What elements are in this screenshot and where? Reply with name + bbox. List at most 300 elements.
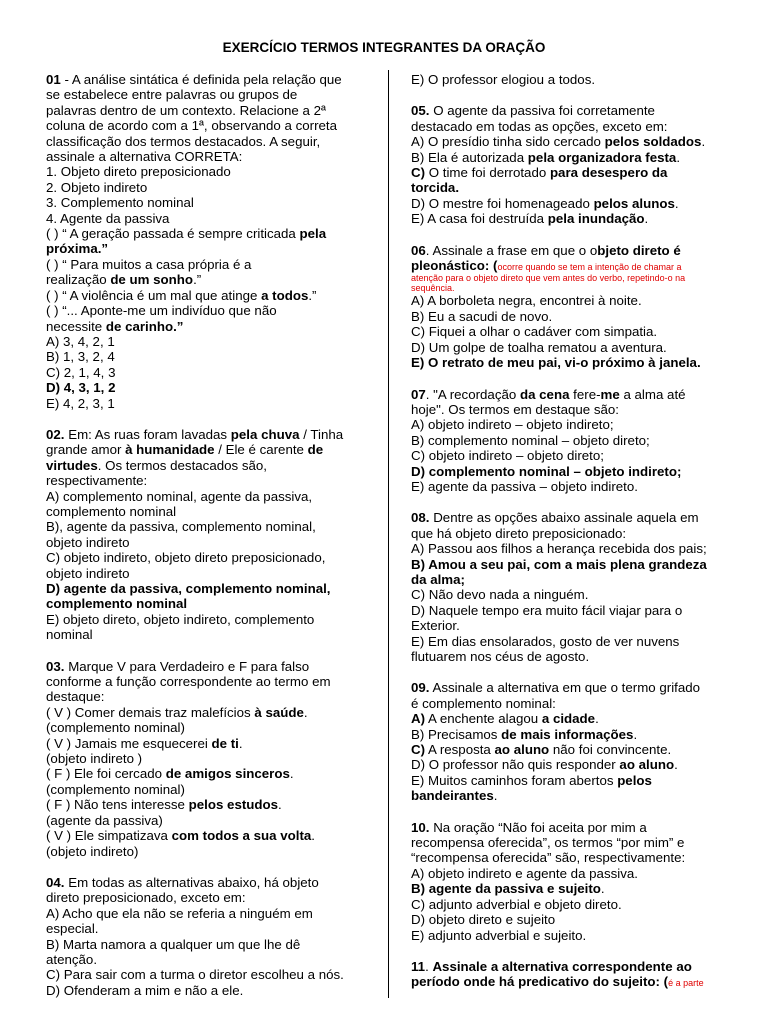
text-line: [411, 309, 741, 324]
text-segment: / Ele é carente: [214, 442, 308, 458]
text-segment: .: [493, 788, 498, 804]
text-segment: B) Precisamos: [411, 726, 502, 742]
highlighted-term: à saúde: [254, 704, 304, 720]
text-segment: E) A casa foi destruída: [411, 211, 548, 227]
highlighted-term: pela: [299, 226, 327, 242]
text-line: [411, 742, 741, 757]
text-line: [411, 243, 741, 258]
highlighted-term: pleonástico: (: [411, 258, 498, 274]
text-line: [46, 519, 370, 534]
highlighted-term: a todos: [261, 287, 309, 303]
text-line: [411, 119, 741, 134]
text-segment: . Os termos destacados são,: [97, 457, 267, 473]
text-segment: complemento nominal: [46, 503, 177, 519]
text-segment: ( F ) Não tens interesse: [46, 797, 189, 813]
highlighted-term: pela inundação: [547, 211, 645, 227]
note-text: ocorre quando se tem a intenção de chamar a: [497, 262, 682, 273]
highlighted-term: pelos estudos: [188, 797, 279, 813]
text-segment: se estabelece entre palavras ou grupos de: [46, 87, 298, 103]
text-segment: .: [425, 958, 433, 974]
highlighted-term: bjeto direto é: [597, 242, 681, 258]
text-line: [411, 727, 741, 742]
highlighted-term: 02.: [46, 426, 65, 442]
text-line: [411, 273, 741, 283]
highlighted-term: B) Amou a seu pai, com a mais plena grandeza: [411, 556, 707, 572]
text-segment: .: [303, 704, 308, 720]
text-segment: .”: [308, 287, 317, 303]
text-line: [411, 757, 741, 772]
text-line: [411, 387, 741, 402]
text-segment: E) adjunto adverbial e sujeito.: [411, 927, 587, 943]
text-line: [46, 303, 370, 318]
text-segment: C) objeto indireto, objeto direto preposicionado,: [46, 550, 326, 566]
text-segment: ( ) “ A geração passada é sempre criticada: [46, 226, 300, 242]
text-line: [46, 751, 370, 766]
text-line: [46, 612, 370, 627]
text-line: [411, 283, 741, 293]
text-line: [46, 906, 370, 921]
text-segment: coluna de acordo com a 1ª, observando a correta: [46, 118, 337, 134]
highlighted-term: pelos soldados: [604, 134, 702, 150]
text-line: [411, 711, 741, 726]
text-line: [46, 257, 370, 272]
highlighted-term: 07: [411, 386, 426, 402]
text-segment: .: [633, 726, 638, 742]
text-segment: D) Naquele tempo era muito fácil viajar para o: [411, 602, 683, 618]
text-line: [411, 150, 741, 165]
text-line: [46, 797, 370, 812]
highlighted-term: da cena: [519, 386, 570, 402]
text-segment: nominal: [46, 627, 93, 643]
question-block: [46, 72, 370, 411]
text-line: [411, 557, 741, 572]
highlighted-term: 11: [411, 958, 426, 974]
text-segment: D) Ofenderam a mim e não a ele.: [46, 982, 244, 998]
text-line: [411, 897, 741, 912]
text-line: [46, 442, 370, 457]
highlighted-term: ao aluno: [494, 742, 550, 758]
highlighted-term: 03.: [46, 658, 65, 674]
text-line: [46, 596, 370, 611]
text-segment: B) Marta namora a qualquer um que lhe dê: [46, 936, 301, 952]
text-segment: .: [674, 195, 679, 211]
text-segment: conforme a função correspondente ao termo em: [46, 674, 331, 690]
text-line: [411, 510, 741, 525]
text-line: [411, 433, 741, 448]
question-block: [411, 387, 741, 495]
text-segment: ( ) “ A violência é um mal que atinge: [46, 287, 262, 303]
text-segment: que há objeto direto preposicionado:: [411, 525, 627, 541]
text-segment: .: [278, 797, 282, 813]
text-segment: A) A borboleta negra, encontrei à noite.: [411, 293, 642, 309]
text-segment: “recompensa oferecida” são, respectivamente:: [411, 850, 686, 866]
text-line: [46, 380, 370, 395]
text-segment: C) Não devo nada a ninguém.: [411, 587, 589, 603]
highlighted-term: me: [600, 386, 620, 402]
text-line: [46, 504, 370, 519]
text-segment: ( ) “... Aponte-me um indivíduo que não: [46, 303, 277, 319]
text-segment: ( V ) Jamais me esquecerei: [46, 735, 212, 751]
text-line: [411, 402, 741, 417]
text-line: [411, 448, 741, 463]
text-segment: Em todas as alternativas abaixo, há objeto: [64, 874, 319, 890]
highlighted-term: 09.: [411, 680, 430, 696]
text-segment: (complemento nominal): [46, 781, 185, 797]
text-line: [411, 103, 741, 118]
text-segment: objeto indireto: [46, 534, 130, 550]
note-text: atenção para o objeto direto que vem antes do verbo, repetindo-o na: [411, 273, 686, 284]
text-segment: A) Passou aos filhos a herança recebida dos pais;: [411, 541, 707, 557]
text-line: [411, 324, 741, 339]
text-segment: grande amor: [46, 442, 126, 458]
text-segment: necessite: [46, 318, 106, 334]
text-segment: 1. Objeto direto preposicionado: [46, 164, 231, 180]
text-segment: palavras dentro de um contexto. Relacione a 2ª: [46, 102, 326, 118]
highlighted-term: B) agente da passiva e sujeito: [411, 881, 601, 897]
text-segment: A) O presídio tinha sido cercado: [411, 134, 605, 150]
page-title: EXERCÍCIO TERMOS INTEGRANTES DA ORAÇÃO: [222, 40, 546, 55]
text-segment: Em: As ruas foram lavadas: [64, 426, 231, 442]
text-segment: (complemento nominal): [46, 720, 185, 736]
highlighted-term: C): [411, 165, 426, 181]
text-segment: E) objeto direto, objeto indireto, complemento: [46, 611, 315, 627]
column-divider: [388, 70, 389, 998]
text-segment: especial.: [46, 921, 99, 937]
text-line: [411, 820, 741, 835]
text-line: [411, 912, 741, 927]
left-column: [46, 72, 370, 1014]
text-line: [46, 566, 370, 581]
text-line: [411, 479, 741, 494]
text-line: [411, 680, 741, 695]
text-line: [411, 355, 741, 370]
text-segment: D) Um golpe de toalha rematou a aventura.: [411, 339, 667, 355]
text-segment: D) O professor não quis responder: [411, 757, 620, 773]
text-line: [411, 959, 741, 974]
text-line: [46, 828, 370, 843]
highlighted-term: a cidade: [541, 711, 596, 727]
text-segment: hoje". Os termos em destaque são:: [411, 401, 619, 417]
text-line: [46, 952, 370, 967]
text-segment: direto preposicionado, exceto em:: [46, 890, 246, 906]
text-line: [411, 928, 741, 943]
text-segment: C) Fiquei a olhar o cadáver com simpatia.: [411, 324, 658, 340]
text-segment: realização: [46, 272, 111, 288]
text-line: [411, 464, 741, 479]
highlighted-term: de mais informações: [501, 726, 634, 742]
text-segment: A resposta: [425, 742, 495, 758]
text-segment: .: [238, 735, 243, 751]
text-line: [411, 72, 741, 87]
text-segment: E) Muitos caminhos foram abertos: [411, 772, 618, 788]
text-segment: Marque V para Verdadeiro e F para falso: [64, 658, 310, 674]
highlighted-term: complemento nominal: [46, 596, 188, 612]
text-segment: E) O professor elogiou a todos.: [411, 72, 596, 87]
text-segment: C) Para sair com a turma o diretor escolheu a nós.: [46, 967, 344, 983]
question-block: [411, 103, 741, 226]
text-segment: .: [674, 757, 678, 773]
text-line: [411, 773, 741, 788]
highlighted-term: bandeirantes: [411, 788, 494, 804]
text-line: [46, 967, 370, 982]
text-line: [411, 526, 741, 541]
text-line: [46, 72, 370, 87]
text-line: [46, 241, 370, 256]
text-line: [411, 134, 741, 149]
text-line: [46, 149, 370, 164]
text-line: [411, 417, 741, 432]
question-block: [411, 820, 741, 943]
text-line: [46, 180, 370, 195]
text-line: [411, 541, 741, 556]
text-segment: 4. Agente da passiva: [46, 210, 170, 226]
right-column: [411, 72, 741, 1006]
text-line: [46, 87, 370, 102]
text-line: [411, 180, 741, 195]
text-line: [46, 288, 370, 303]
highlighted-term: 06: [411, 242, 426, 258]
question-block: [411, 72, 741, 87]
text-segment: respectivamente:: [46, 473, 148, 489]
text-segment: O time foi derrotado: [425, 165, 550, 181]
highlighted-term: A): [411, 711, 426, 727]
question-block: [411, 959, 741, 990]
text-line: [46, 983, 370, 998]
highlighted-term: 08.: [411, 510, 430, 526]
text-segment: 3. Complemento nominal: [46, 195, 194, 211]
text-line: [411, 974, 741, 989]
text-segment: não foi convincente.: [549, 742, 672, 758]
text-line: [46, 365, 370, 380]
text-segment: .: [701, 134, 706, 150]
text-line: [411, 835, 741, 850]
text-segment: (agente da passiva): [46, 812, 163, 828]
text-segment: .: [289, 766, 294, 782]
text-line: [46, 427, 370, 442]
text-line: [46, 720, 370, 735]
text-line: [46, 211, 370, 226]
text-segment: Assinale a alternativa em que o termo grifado: [429, 680, 701, 696]
highlighted-term: 01: [46, 72, 61, 87]
text-line: [46, 627, 370, 642]
highlighted-term: 05.: [411, 103, 430, 119]
text-segment: O agente da passiva foi corretamente: [429, 103, 655, 119]
text-line: [46, 550, 370, 565]
text-segment: B) Ela é autorizada: [411, 149, 528, 165]
text-segment: ( V ) Ele simpatizava: [46, 828, 172, 844]
text-line: [46, 473, 370, 488]
highlighted-term: D) 4, 3, 1, 2: [46, 380, 116, 396]
text-line: [46, 921, 370, 936]
text-line: [46, 890, 370, 905]
highlighted-term: pelos: [617, 772, 652, 788]
text-segment: recompensa oferecida”, os termos “por mim” e: [411, 835, 685, 851]
question-block: [46, 875, 370, 998]
text-line: [411, 649, 741, 664]
text-segment: . Assinale a frase em que o o: [425, 242, 598, 258]
highlighted-term: com todos a sua volta: [171, 828, 312, 844]
highlighted-term: E) O retrato de meu pai, vi-o próximo à janela.: [411, 355, 701, 371]
text-line: [46, 782, 370, 797]
text-segment: .”: [193, 272, 202, 288]
note-text: é a parte: [668, 978, 704, 989]
note-text: sequência.: [411, 283, 455, 294]
text-line: [46, 118, 370, 133]
text-line: [46, 489, 370, 504]
highlighted-term: de carinho.”: [105, 318, 184, 334]
text-line: [411, 788, 741, 803]
text-line: [411, 572, 741, 587]
text-line: [46, 674, 370, 689]
text-segment: B) 1, 3, 2, 4: [46, 349, 115, 365]
highlighted-term: período onde há predicativo do sujeito: (: [411, 974, 669, 990]
text-segment: E) 4, 2, 3, 1: [46, 395, 115, 411]
question-block: [411, 243, 741, 371]
highlighted-term: Assinale a alternativa correspondente ao: [432, 958, 692, 974]
highlighted-term: 04.: [46, 874, 65, 890]
text-segment: A) complemento nominal, agente da passiva,: [46, 488, 313, 504]
text-line: [46, 766, 370, 781]
text-line: [411, 618, 741, 633]
text-line: [411, 850, 741, 865]
text-line: [46, 334, 370, 349]
text-segment: .: [644, 211, 649, 227]
text-segment: destacado em todas as opções, exceto em:: [411, 118, 668, 134]
question-block: [46, 659, 370, 859]
text-segment: .: [676, 149, 681, 165]
text-segment: Exterior.: [411, 618, 460, 634]
text-segment: ( F ) Ele foi cercado: [46, 766, 166, 782]
text-segment: A) Acho que ela não se referia a ninguém em: [46, 905, 313, 921]
text-segment: objeto indireto: [46, 565, 130, 581]
question-block: [46, 427, 370, 643]
highlighted-term: à humanidade: [125, 442, 215, 458]
text-line: [411, 293, 741, 308]
highlighted-term: pela organizadora festa: [527, 149, 677, 165]
text-line: [46, 705, 370, 720]
text-segment: A) objeto indireto e agente da passiva.: [411, 865, 638, 881]
text-segment: flutuarem nos céus de agosto.: [411, 649, 590, 664]
text-segment: A enchente alagou: [425, 711, 542, 727]
text-segment: (objeto indireto ): [46, 751, 143, 767]
text-segment: C) adjunto adverbial e objeto direto.: [411, 896, 622, 912]
text-line: [46, 396, 370, 411]
text-segment: - A análise sintática é definida pela relação que: [60, 72, 342, 87]
text-line: [46, 659, 370, 674]
text-segment: .: [311, 828, 315, 844]
highlighted-term: torcida.: [411, 180, 460, 196]
text-segment: .: [600, 881, 605, 897]
highlighted-term: de ti: [211, 735, 239, 751]
text-segment: D) O mestre foi homenageado: [411, 195, 594, 211]
text-segment: B), agente da passiva, complemento nominal,: [46, 519, 316, 535]
text-line: [411, 165, 741, 180]
highlighted-term: D) complemento nominal – objeto indireto;: [411, 463, 682, 479]
highlighted-term: próxima.”: [46, 241, 109, 257]
highlighted-term: virtudes: [46, 457, 98, 473]
text-line: [411, 634, 741, 649]
text-line: [411, 866, 741, 881]
text-segment: E) Em dias ensolarados, gosto de ver nuvens: [411, 633, 680, 649]
text-segment: B) Eu a sacudi de novo.: [411, 308, 553, 324]
text-segment: 2. Objeto indireto: [46, 179, 148, 195]
question-block: [411, 680, 741, 803]
text-line: [411, 340, 741, 355]
text-line: [411, 258, 741, 273]
text-segment: C) 2, 1, 4, 3: [46, 364, 116, 380]
question-block: [411, 510, 741, 664]
text-line: [46, 195, 370, 210]
text-segment: fere-: [569, 386, 601, 402]
text-segment: ( ) “ Para muitos a casa própria é a: [46, 256, 252, 272]
text-segment: Dentre as opções abaixo assinale aquela em: [429, 510, 699, 526]
highlighted-term: C): [411, 742, 426, 758]
text-line: [46, 581, 370, 596]
text-line: [411, 587, 741, 602]
text-line: [411, 881, 741, 896]
highlighted-term: ao aluno: [619, 757, 675, 773]
text-segment: / Tinha: [299, 426, 344, 442]
text-segment: destaque:: [46, 689, 105, 705]
text-segment: Na oração “Não foi aceita por mim a: [429, 819, 647, 835]
highlighted-term: da alma;: [411, 571, 465, 587]
text-line: [46, 272, 370, 287]
text-segment: classificação dos termos destacados. A seguir,: [46, 133, 321, 149]
text-segment: a alma até: [619, 386, 686, 402]
highlighted-term: D) agente da passiva, complemento nominal,: [46, 581, 331, 596]
text-segment: D) objeto direto e sujeito: [411, 912, 556, 928]
text-segment: (objeto indireto): [46, 843, 139, 859]
text-line: [46, 937, 370, 952]
text-line: [46, 689, 370, 704]
highlighted-term: de amigos sinceros: [165, 766, 290, 782]
text-segment: ( V ) Comer demais traz malefícios: [46, 704, 255, 720]
text-segment: é complemento nominal:: [411, 695, 556, 711]
highlighted-term: pela chuva: [230, 426, 300, 442]
text-line: [46, 458, 370, 473]
text-line: [411, 196, 741, 211]
highlighted-term: 10.: [411, 819, 430, 835]
text-segment: C) objeto indireto – objeto direto;: [411, 448, 604, 464]
text-segment: A) objeto indireto – objeto indireto;: [411, 417, 614, 433]
text-line: [46, 134, 370, 149]
text-line: [46, 103, 370, 118]
text-line: [46, 164, 370, 179]
text-line: [46, 349, 370, 364]
highlighted-term: de: [307, 442, 324, 458]
text-line: [46, 226, 370, 241]
text-segment: . "A recordação: [425, 386, 520, 402]
highlighted-term: de um sonho: [110, 272, 194, 288]
text-line: [411, 603, 741, 618]
text-line: [46, 875, 370, 890]
text-line: [46, 319, 370, 334]
text-segment: A) 3, 4, 2, 1: [46, 333, 115, 349]
text-line: [411, 211, 741, 226]
highlighted-term: para desespero da: [549, 165, 668, 181]
text-line: [411, 696, 741, 711]
text-segment: .: [595, 711, 599, 727]
highlighted-term: pelos alunos: [593, 195, 675, 211]
text-segment: E) agente da passiva – objeto indireto.: [411, 478, 638, 494]
text-line: [46, 813, 370, 828]
text-segment: B) complemento nominal – objeto direto;: [411, 432, 650, 448]
text-line: [46, 844, 370, 859]
text-line: [46, 535, 370, 550]
text-segment: assinale a alternativa CORRETA:: [46, 149, 243, 165]
text-segment: atenção.: [46, 951, 98, 967]
text-line: [46, 736, 370, 751]
